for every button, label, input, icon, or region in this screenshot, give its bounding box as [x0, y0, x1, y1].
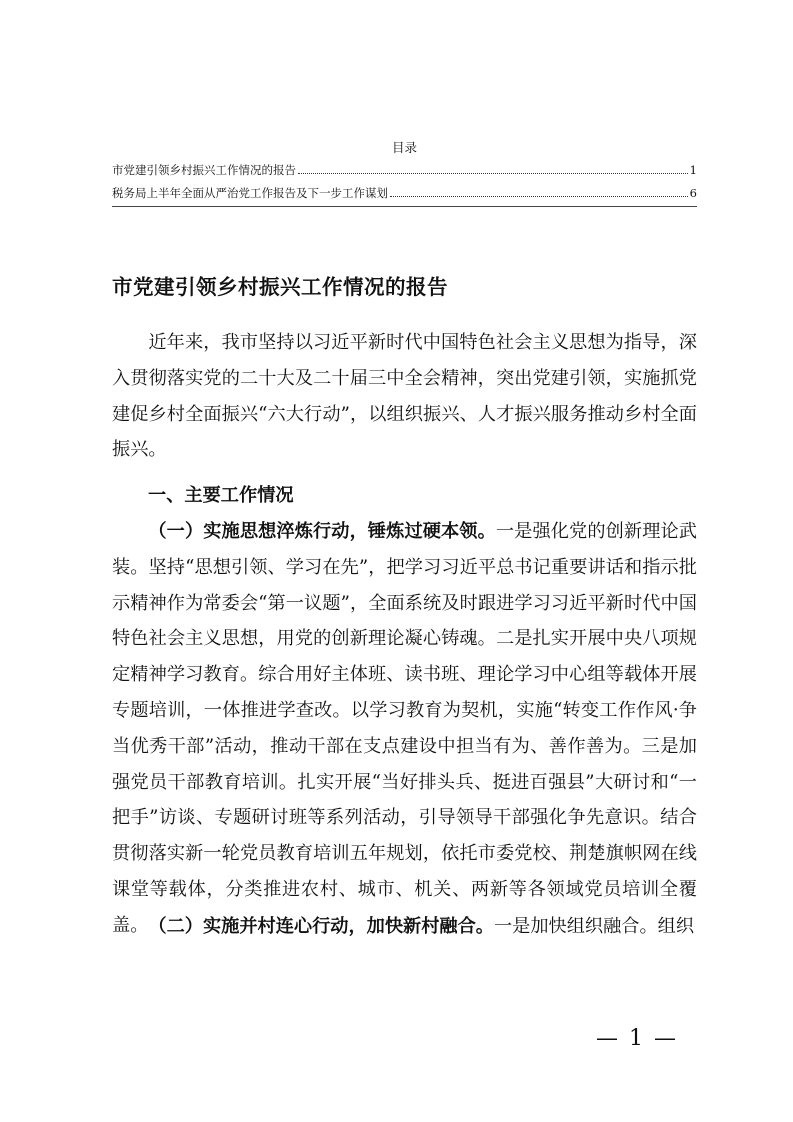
- paragraph-lead: （二）实施并村连心行动，加快新村融合。: [148, 916, 494, 937]
- paragraph-lead: （一）实施思想淬炼行动，锤炼过硬本领。: [148, 521, 496, 542]
- intro-paragraph: 近年来，我市坚持以习近平新时代中国特色社会主义思想为指导，深入贯彻落实党的二十大及二十届三中全会精神，突出党建引领，实施抓党建促乡村全面振兴“六大行动”，以组织振兴、人才振兴服务推动乡村全面振兴。: [112, 332, 697, 461]
- toc-entry[interactable]: [112, 185, 697, 201]
- toc-entry[interactable]: [112, 162, 697, 178]
- toc-entry-page: 6: [689, 186, 697, 200]
- toc-divider: [112, 206, 697, 207]
- paragraph-body: 一是加快组织融合。组织: [493, 916, 695, 937]
- toc-leader-dots: [298, 172, 688, 174]
- toc-title: 目录: [391, 140, 417, 155]
- toc-leader-dots: [390, 195, 688, 197]
- paragraph-thought-tempering: [112, 514, 697, 944]
- document-title: 市党建引领乡村振兴工作情况的报告: [112, 275, 448, 299]
- toc-entry-title[interactable]: 税务局上半年全面从严治党工作报告及下一步工作谋划: [112, 186, 388, 200]
- toc-entry-page: 1: [689, 163, 697, 177]
- paragraph-village-merge: [112, 909, 697, 945]
- table-of-contents: [112, 138, 697, 208]
- section-heading: 一、主要工作情况: [148, 485, 294, 506]
- paragraph-body: 一是强化党的创新理论武装。坚持“思想引领、学习在先”，把学习习近平总书记重要讲话和指示批示精神作为常委会“第一议题”，全面系统及时跟进学习习近平新时代中国特色社会主义思想，用党的创新理论凝心铸魂。二是扎实开展中央八项规定精神学习教育。综合用好主体班、读书班、理论学习中心组等载体开展专题培训，一体推进学查改。以学习教育为契机，实施“转变工作作风·争当优秀干部”活动，推动干部在支点建设中担当有为、善作善为。三是加强党员干部教育培训。扎实开展“当好排头兵、挺进百强县”大研讨和“一把手”访谈、专题研讨班等系列活动，引导领导干部强化争先意识。结合贯彻落实新一轮党员教育培训五年规划，依托市委党校、荆楚旗帜网在线课堂等载体，分类推进农村、城市、机关、两新等各领域党员培训全覆盖。: [112, 521, 697, 936]
- page-number: — 1 —: [596, 1026, 678, 1051]
- toc-entry-title[interactable]: 市党建引领乡村振兴工作情况的报告: [112, 163, 296, 177]
